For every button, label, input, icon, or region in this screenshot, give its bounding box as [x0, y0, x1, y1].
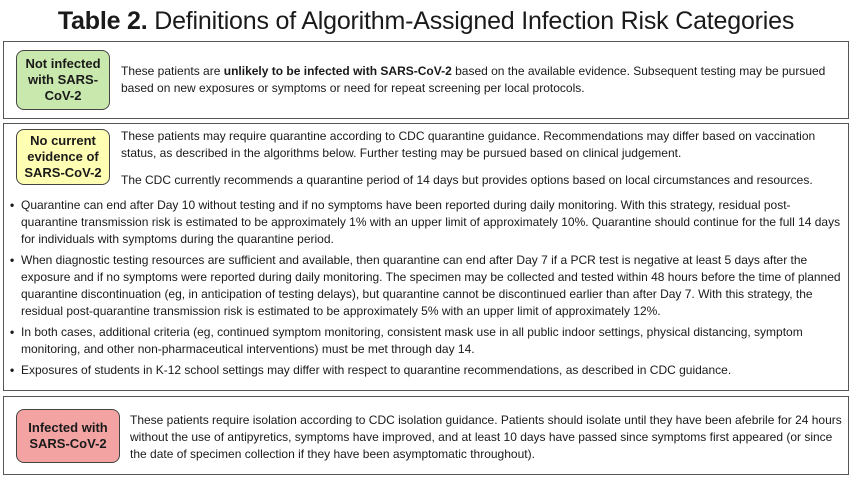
badge-infected: Infected with SARS-CoV-2: [16, 409, 120, 463]
emphasis-unlikely: unlikely to be infected with SARS-CoV-2: [223, 64, 452, 78]
table-number: Table 2.: [57, 7, 148, 35]
cdc-quarantine-note: The CDC currently recommends a quarantine period of 14 days but provides options based on local circumstances and resources.: [121, 173, 813, 187]
description-no-current-evidence: These patients may require quarantine according to CDC quarantine guidance. Recommendations may differ based on vaccination status, as described in the algorithms below. Further testing may be pursued based on clinical judgement.: [121, 129, 816, 160]
bullet-icon: •: [10, 363, 15, 377]
table-caption: Definitions of Algorithm-Assigned Infection Risk Categories: [154, 7, 795, 35]
description-not-infected: These patients are unlikely to be infected with SARS-CoV-2 based on the available evidence. Subsequent testing may be pursued based on new exposures or symptoms or need for repeat screening per local protocols.: [121, 64, 826, 95]
category-no-current-evidence: [3, 123, 849, 391]
list-item: • Exposures of students in K-12 school settings may differ with respect to quarantine recommendations, as described in CDC guidance.: [10, 363, 732, 377]
bullet-icon: •: [10, 198, 15, 212]
list-item: • When diagnostic testing resources are sufficient and available, then quarantine can end after Day 7 if a PCR test is negative at least 5 days after the exposure and if no symptoms were reported during daily monitoring. The specimen may be collected and tested within 48 hours before the time of planned quarantine discontinuation (eg, in anticipation of testing delays), but quarantine cannot be discontinued earlier than after Day 7. With this strategy, the residual post-quarantine transmission risk is estimated to be approximately 5% with an upper limit of approximately 12%.: [10, 253, 841, 318]
category-not-infected: [3, 41, 849, 119]
badge-not-infected: Not infected with SARS-CoV-2: [16, 50, 110, 110]
list-item: • Quarantine can end after Day 10 without testing and if no symptoms have been reported during daily monitoring. With this strategy, residual post-quarantine transmission risk is estimated to be approximately 1% with an upper limit of approximately 10%. Quarantine should continue for the full 14 days for individuals with symptoms during the quarantine period.: [10, 198, 841, 246]
bullet-icon: •: [10, 325, 15, 339]
category-infected: [3, 396, 849, 475]
quarantine-bullet-list: [10, 197, 842, 383]
table-title: [0, 6, 852, 36]
description-infected: These patients require isolation according to CDC isolation guidance. Patients should isolate until they have been afebrile for 24 hours without the use of antipyretics, symptoms have improved, and at least 10 days have passed since symptoms first appeared (or since the date of specimen collection if they have been asymptomatic throughout).: [130, 413, 842, 461]
bullet-icon: •: [10, 253, 15, 267]
badge-no-current-evidence: No current evidence of SARS-CoV-2: [16, 129, 110, 185]
list-item: • In both cases, additional criteria (eg, continued symptom monitoring, consistent mask use in all public indoor settings, physical distancing, symptom monitoring, and other non-pharmaceutical interventions) must be met through day 14.: [10, 325, 803, 356]
